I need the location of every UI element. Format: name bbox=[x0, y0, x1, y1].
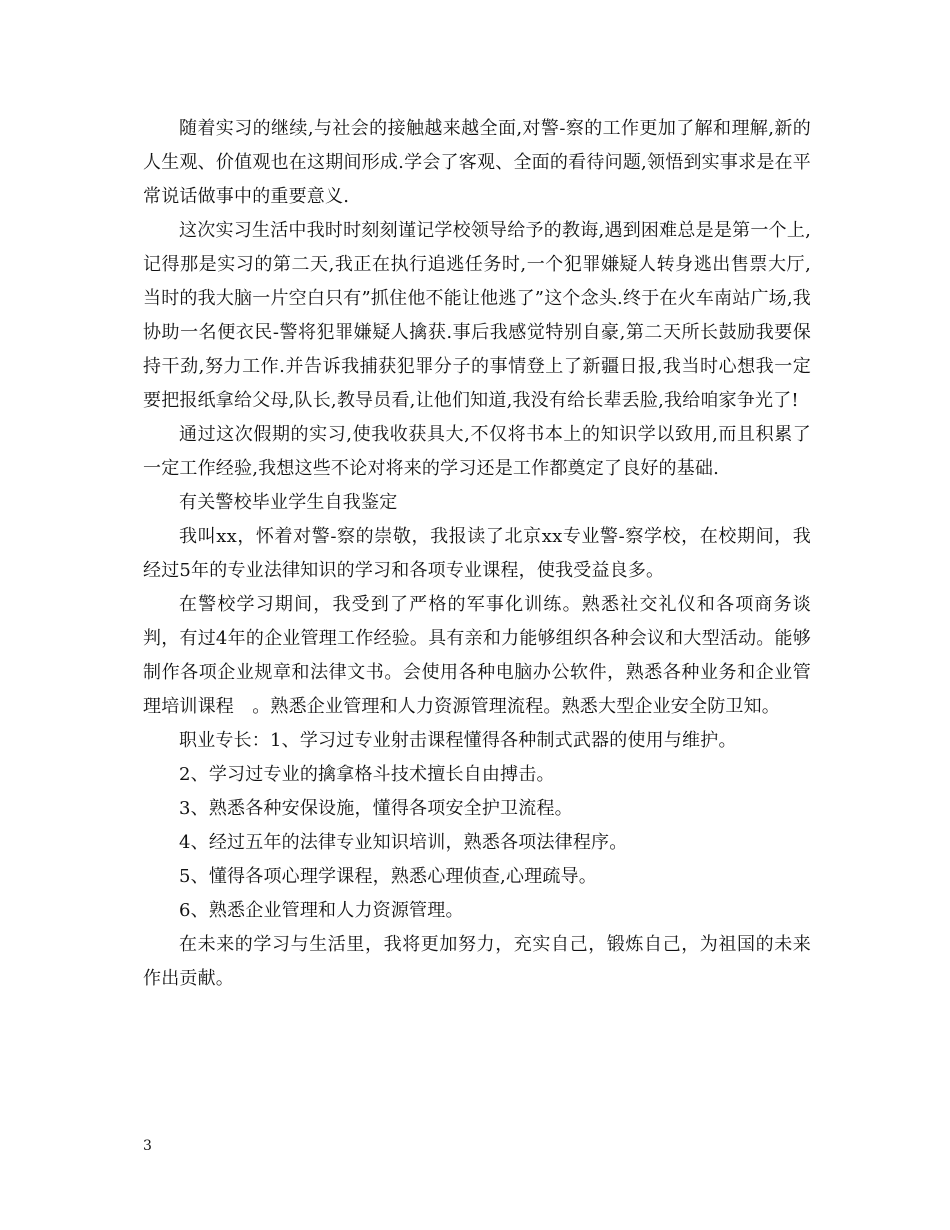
list-item-specialty-6: 6、熟悉企业管理和人力资源管理。 bbox=[179, 900, 464, 921]
list-item-specialty-4: 4、经过五年的法律专业知识培训，熟悉各项法律程序。 bbox=[179, 832, 628, 853]
paragraph-internship-continuation: 随着实习的继续,与社会的接触越来越全面,对警-察的工作更加了解和理解,新的人生观、价值观也在这期间形成.学会了客观、全面的看待问题,领悟到实事求是在平常说话做事中的重要意义. bbox=[143, 118, 811, 207]
list-item-specialty-3: 3、熟悉各种安保设施，懂得各项安全护卫流程。 bbox=[179, 798, 573, 819]
paragraph-conclusion: 在未来的学习与生活里，我将更加努力，充实自己，锻炼自己，为祖国的未来作出贡献。 bbox=[143, 934, 811, 989]
document-body bbox=[143, 112, 811, 996]
list-item-specialty-5: 5、懂得各项心理学课程，熟悉心理侦查,心理疏导。 bbox=[179, 866, 597, 887]
paragraph-internship-summary: 通过这次假期的实习,使我收获具大,不仅将书本上的知识学以致用,而且积累了一定工作经验,我想这些不论对将来的学习还是工作都奠定了良好的基础. bbox=[143, 424, 811, 479]
paragraph-internship-arrest: 这次实习生活中我时时刻刻谨记学校领导给予的教诲,遇到困难总是是第一个上,记得那是实习的第二天,我正在执行追逃任务时,一个犯罪嫌疑人转身逃出售票大厅,当时的我大脑一片空白只有”抓住他不能让他逃了”这个念头.终于在火车南站广场,我协助一名便衣民-警将犯罪嫌疑人擒获.事后我感觉特别自豪,第二天所长鼓励我要保持干劲,努力工作.并告诉我捕获犯罪分子的事情登上了新疆日报,我当时心想我一定要把报纸拿给父母,队长,教导员看,让他们知道,我没有给长辈丢脸,我给咱家争光了! bbox=[143, 220, 811, 411]
list-item-specialty-2: 2、学习过专业的擒拿格斗技术擅长自由搏击。 bbox=[179, 764, 555, 785]
page-number: 3 bbox=[143, 1138, 152, 1154]
section-title-self-evaluation: 有关警校毕业学生自我鉴定 bbox=[179, 492, 398, 513]
paragraph-introduction: 我叫xx，怀着对警-察的崇敬，我报读了北京xx专业警-察学校，在校期间，我经过5年的专业法律知识的学习和各项专业课程，使我受益良多。 bbox=[143, 526, 811, 581]
list-item-specialty-1: 职业专长：1、学习过专业射击课程懂得各种制式武器的使用与维护。 bbox=[179, 730, 737, 751]
paragraph-training: 在警校学习期间，我受到了严格的军事化训练。熟悉社交礼仪和各项商务谈判，有过4年的企业管理工作经验。具有亲和力能够组织各种会议和大型活动。能够制作各项企业规章和法律文书。会使用各种电脑办公软件，熟悉各种业务和企业管理培训课程 。熟悉企业管理和人力资源管理流程。熟悉大型企业安全防卫知。 bbox=[143, 594, 811, 717]
